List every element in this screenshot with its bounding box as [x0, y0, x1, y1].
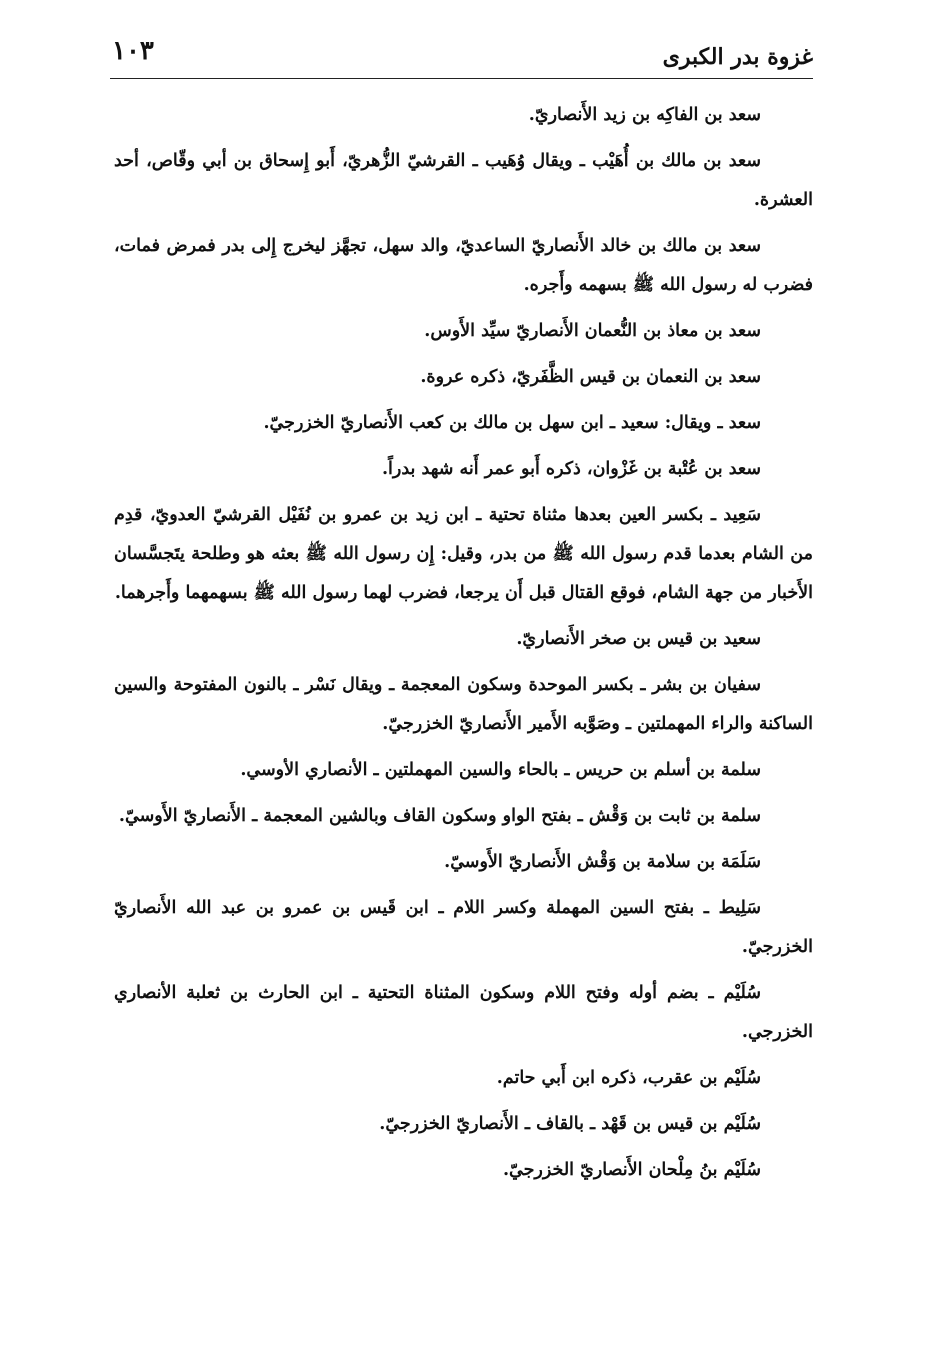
entry-saad-ibn-utba: سعد بن عُتْبة بن غَزْوان، ذكره أَبو عمر أَنه شهد بدراً. [381, 459, 761, 479]
entry-sulaym-ibn-al-harith: سُلَيْم ـ بضم أوله وفتح اللام وسكون المثناة التحتية ـ ابن الحارث بن ثعلبة الأنصاري الخزرجي. [114, 983, 813, 1042]
entry-saad-ibn-malik-ibn-khalid: سعد بن مالك بن خالد الأَنصاريّ الساعديّ، والد سهل، تجهَّز ليخرج إِلى بدر فمرض فمات، فضرب له رسول الله ﷺ بسهمه وأَجره. [114, 236, 813, 295]
entry-saad-ibn-al-fakih: سعد بن الفاكِه بن زيد الأَنصاريّ. [528, 105, 761, 125]
page-body [114, 96, 813, 1197]
entry-sulaym-ibn-milhan: سُلَيْم بنُ مِلْحان الأَنصاريّ الخزرجيّ. [502, 1160, 761, 1180]
running-title: غزوة بدر الكبرى [662, 44, 813, 70]
entry-saad-ibn-sahl: سعد ـ ويقال: سعيد ـ ابن سهل بن مالك بن كعب الأَنصاريّ الخزرجيّ. [263, 413, 761, 433]
entry-sulaym-ibn-qays: سُلَيْم بن قيس بن قَهْد ـ بالقاف ـ الأَنصاريّ الخزرجيّ. [379, 1114, 761, 1134]
entry-saad-ibn-malik-ibn-uhayb: سعد بن مالك بن أُهَيْب ـ ويقال وُهَيب ـ القرشيّ الزُّهريّ، أَبو إِسحاق بن أبي وقّاص، أحد العشرة. [114, 151, 813, 210]
page-number: ١٠٣ [112, 36, 154, 66]
running-header [110, 30, 813, 79]
entry-saad-ibn-al-numan: سعد بن النعمان بن قيس الظَّفَريّ، ذكره عروة. [420, 367, 761, 387]
entry-sufyan-ibn-bishr: سفيان بن بشر ـ بكسر الموحدة وسكون المعجمة ـ ويقال نَسْر ـ بالنون المفتوحة والسين الساكنة والراء المهملتين ـ وصَوَّبه الأَمير الأَنصاريّ الخزرجيّ. [114, 675, 813, 734]
entry-sulaym-ibn-aqrab: سُلَيْم بن عقرب، ذكره ابن أَبي حاتم. [496, 1068, 761, 1088]
entry-salama-ibn-salama: سَلَمَة بن سلامة بن وَقْش الأَنصاريّ الأَوسيّ. [444, 852, 761, 872]
entry-said-ibn-qays: سعيد بن قيس بن صخر الأَنصاريّ. [516, 629, 761, 649]
entry-said-ibn-zayd: سَعِيد ـ بكسر العين بعدها مثناة تحتية ـ ابن زيد بن عمرو بن نُفَيْل القرشيّ العدويّ، قدِم من الشام بعدما قدم رسول الله ﷺ من بدر، وقيل: إِن رسول الله ﷺ بعثه هو وطلحة يتَجسَّسان الأَخبار من جهة الشام، فوقع القتال قبل أَن يرجعا، فضرب لهما رسول الله ﷺ بسهمهما وأَجرهما. [114, 505, 813, 603]
entry-salama-ibn-thabit: سلمة بن ثابت بن وَقْش ـ بفتح الواو وسكون القاف وبالشين المعجمة ـ الأَنصاريّ الأَوسيّ. [118, 806, 761, 826]
entry-saad-ibn-muadh: سعد بن معاذ بن النُّعمان الأَنصاريّ سيِّد الأَوس. [424, 321, 761, 341]
entry-salit-ibn-qays: سَلِيط ـ بفتح السين المهملة وكسر اللام ـ ابن قَيس بن عمرو بن عبد الله الأَنصاريّ الخزرجيّ. [114, 898, 813, 957]
entry-salama-ibn-aslam: سلمة بن أسلم بن حريس ـ بالحاء والسين المهملتين ـ الأنصاري الأوسي. [240, 760, 761, 780]
